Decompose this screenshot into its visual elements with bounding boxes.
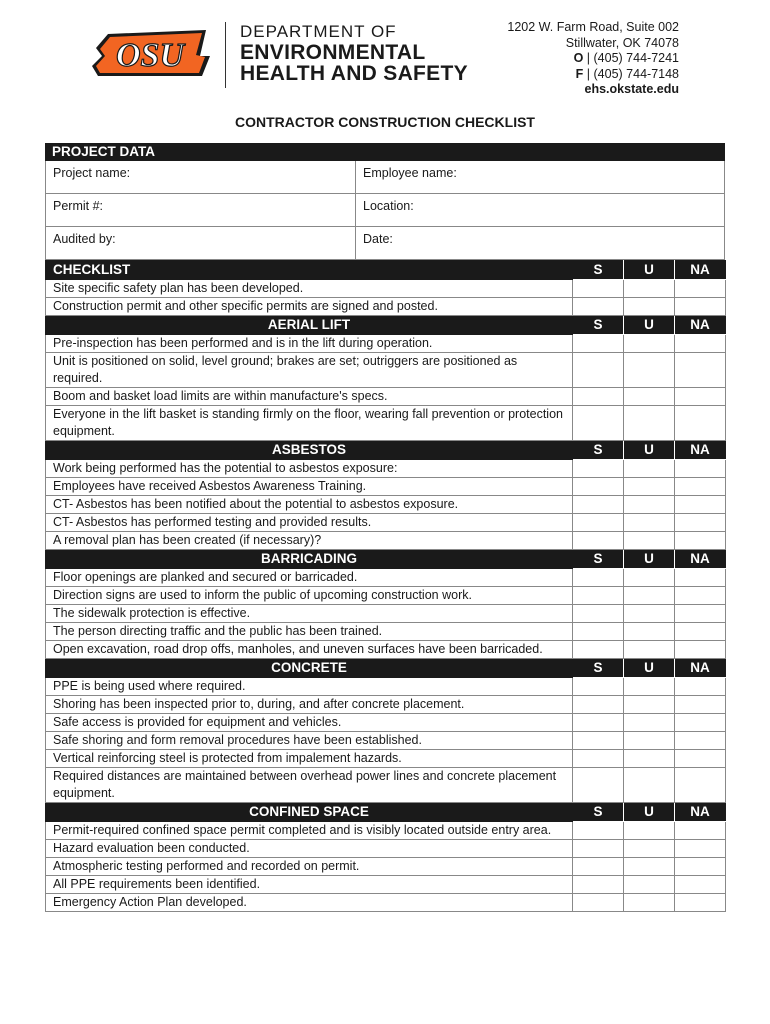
rating-box-s[interactable] — [573, 714, 624, 732]
logo-text: OSU — [115, 37, 185, 74]
rating-box-na[interactable] — [675, 532, 726, 550]
rating-header-na: NA — [675, 261, 726, 280]
rating-box-u[interactable] — [624, 840, 675, 858]
checklist-row — [46, 768, 726, 803]
rating-header-u: U — [624, 261, 675, 280]
office-phone: | (405) 744-7241 — [586, 51, 679, 66]
checklist-item: Work being performed has the potential to asbestos exposure: — [46, 460, 573, 478]
rating-box-s[interactable] — [573, 641, 624, 659]
rating-header-u: U — [624, 803, 675, 822]
rating-box-u[interactable] — [624, 822, 675, 840]
office-phone-line — [507, 51, 679, 67]
address-line2: Stillwater, OK 74078 — [565, 35, 679, 50]
rating-box-u[interactable] — [624, 335, 675, 353]
section-header-checklist — [46, 261, 726, 280]
rating-box-u[interactable] — [624, 406, 675, 441]
section-header-confined-space — [46, 803, 726, 822]
checklist-row — [46, 460, 726, 478]
checklist-row — [46, 496, 726, 514]
rating-box-s[interactable] — [573, 750, 624, 768]
rating-box-s[interactable] — [573, 478, 624, 496]
checklist-item: Floor openings are planked and secured or barricaded. — [46, 569, 573, 587]
rating-box-na[interactable] — [675, 714, 726, 732]
rating-box-s[interactable] — [573, 280, 624, 298]
checklist-row — [46, 388, 726, 406]
rating-header-s: S — [573, 261, 624, 280]
checklist-item: Safe shoring and form removal procedures have been established. — [46, 732, 573, 750]
rating-box-u[interactable] — [624, 714, 675, 732]
rating-box-na[interactable] — [675, 678, 726, 696]
address-line1: 1202 W. Farm Road, Suite 002 — [507, 20, 679, 34]
rating-box-na[interactable] — [675, 858, 726, 876]
rating-box-u[interactable] — [624, 623, 675, 641]
checklist-row — [46, 623, 726, 641]
checklist-row — [46, 696, 726, 714]
checklist-item: Permit-required confined space permit completed and is visibly located outside entry area. — [46, 822, 573, 840]
checklist-row — [46, 605, 726, 623]
checklist-item: Emergency Action Plan developed. — [46, 894, 573, 912]
rating-box-s[interactable] — [573, 894, 624, 912]
rating-box-s[interactable] — [573, 678, 624, 696]
checklist-item: All PPE requirements been identified. — [46, 876, 573, 894]
checklist-row — [46, 750, 726, 768]
rating-header-na: NA — [675, 659, 726, 678]
rating-box-na[interactable] — [675, 514, 726, 532]
checklist-item: Direction signs are used to inform the public of upcoming construction work. — [46, 587, 573, 605]
rating-box-s[interactable] — [573, 822, 624, 840]
checklist-row — [46, 406, 726, 441]
rating-box-u[interactable] — [624, 894, 675, 912]
checklist-row — [46, 587, 726, 605]
rating-box-s[interactable] — [573, 532, 624, 550]
fax-line — [507, 67, 679, 83]
project-data-row — [45, 227, 725, 260]
dept-line3: HEALTH AND SAFETY — [240, 62, 468, 85]
checklist-row — [46, 298, 726, 316]
project-data-row — [45, 161, 725, 194]
section-header-aerial-lift — [46, 316, 726, 335]
rating-box-u[interactable] — [624, 641, 675, 659]
rating-box-u[interactable] — [624, 696, 675, 714]
dept-line1: DEPARTMENT OF — [240, 22, 397, 41]
checklist-item: Employees have received Asbestos Awareness Training. — [46, 478, 573, 496]
checklist-row — [46, 569, 726, 587]
rating-box-na[interactable] — [675, 587, 726, 605]
checklist-row — [46, 858, 726, 876]
rating-box-u[interactable] — [624, 478, 675, 496]
checklist-item: The sidewalk protection is effective. — [46, 605, 573, 623]
rating-box-u[interactable] — [624, 876, 675, 894]
rating-box-na[interactable] — [675, 876, 726, 894]
checklist-row — [46, 822, 726, 840]
date-field[interactable]: Date: — [355, 227, 724, 259]
rating-box-s[interactable] — [573, 768, 624, 803]
rating-box-s[interactable] — [573, 623, 624, 641]
checklist-item: CT- Asbestos has performed testing and provided results. — [46, 514, 573, 532]
fax-label: F — [575, 66, 584, 81]
rating-box-u[interactable] — [624, 460, 675, 478]
checklist-item: Open excavation, road drop offs, manholes, and uneven surfaces have been barricaded. — [46, 641, 573, 659]
rating-box-u[interactable] — [624, 732, 675, 750]
rating-header-na: NA — [675, 316, 726, 335]
rating-header-s: S — [573, 803, 624, 822]
rating-box-s[interactable] — [573, 732, 624, 750]
rating-header-u: U — [624, 441, 675, 460]
rating-box-na[interactable] — [675, 750, 726, 768]
rating-box-na[interactable] — [675, 569, 726, 587]
checklist-item: Unit is positioned on solid, level ground; brakes are set; outriggers are positioned as required. — [46, 353, 573, 388]
contact-block — [507, 20, 679, 98]
rating-box-s[interactable] — [573, 876, 624, 894]
section-header-barricading — [46, 550, 726, 569]
rating-header-s: S — [573, 441, 624, 460]
rating-box-na[interactable] — [675, 768, 726, 803]
rating-box-s[interactable] — [573, 605, 624, 623]
rating-box-u[interactable] — [624, 768, 675, 803]
office-label: O — [573, 51, 584, 66]
checklist-item: Atmospheric testing performed and recorded on permit. — [46, 858, 573, 876]
rating-box-s[interactable] — [573, 298, 624, 316]
rating-box-u[interactable] — [624, 678, 675, 696]
section-title: AERIAL LIFT — [46, 316, 573, 335]
rating-header-na: NA — [675, 441, 726, 460]
checklist-item: Required distances are maintained between overhead power lines and concrete placement equipment. — [46, 768, 573, 803]
rating-box-s[interactable] — [573, 335, 624, 353]
rating-box-na[interactable] — [675, 840, 726, 858]
permit-field[interactable]: Permit #: — [53, 199, 104, 213]
rating-box-na[interactable] — [675, 335, 726, 353]
rating-box-s[interactable] — [573, 514, 624, 532]
checklist-item: Boom and basket load limits are within manufacture's specs. — [46, 388, 573, 406]
checklist-item: Hazard evaluation been conducted. — [46, 840, 573, 858]
rating-header-u: U — [624, 550, 675, 569]
rating-box-u[interactable] — [624, 496, 675, 514]
section-title: BARRICADING — [46, 550, 573, 569]
rating-box-u[interactable] — [624, 353, 675, 388]
document-title: CONTRACTOR CONSTRUCTION CHECKLIST — [235, 114, 535, 130]
rating-box-na[interactable] — [675, 641, 726, 659]
checklist-item: Pre-inspection has been performed and is in the lift during operation. — [46, 335, 573, 353]
rating-box-na[interactable] — [675, 696, 726, 714]
rating-box-na[interactable] — [675, 605, 726, 623]
section-title: CHECKLIST — [46, 261, 573, 280]
checklist-item: Everyone in the lift basket is standing firmly on the floor, wearing fall prevention or protection equipment. — [46, 406, 573, 441]
section-title: CONCRETE — [46, 659, 573, 678]
rating-box-na[interactable] — [675, 388, 726, 406]
rating-box-u[interactable] — [624, 605, 675, 623]
rating-box-na[interactable] — [675, 406, 726, 441]
section-header-asbestos — [46, 441, 726, 460]
rating-box-s[interactable] — [573, 587, 624, 605]
checklist-item: Safe access is provided for equipment and vehicles. — [46, 714, 573, 732]
rating-box-s[interactable] — [573, 840, 624, 858]
checklist-row — [46, 353, 726, 388]
checklist-row — [46, 514, 726, 532]
website[interactable]: ehs.okstate.edu — [584, 82, 679, 97]
department-name — [240, 22, 468, 84]
fax-phone: | (405) 744-7148 — [586, 66, 679, 81]
project-name-field[interactable]: Project name: — [53, 166, 131, 180]
rating-box-s[interactable] — [573, 388, 624, 406]
rating-header-na: NA — [675, 550, 726, 569]
audited-by-field[interactable]: Audited by: — [53, 232, 116, 246]
checklist-row — [46, 280, 726, 298]
location-field[interactable]: Location: — [355, 194, 724, 226]
checklist-row — [46, 478, 726, 496]
checklist-row — [46, 894, 726, 912]
rating-box-na[interactable] — [675, 460, 726, 478]
project-data-heading: PROJECT DATA — [45, 143, 725, 161]
rating-box-u[interactable] — [624, 298, 675, 316]
checklist-form — [45, 143, 725, 912]
rating-box-na[interactable] — [675, 280, 726, 298]
checklist-item: Construction permit and other specific permits are signed and posted. — [46, 298, 573, 316]
checklist-row — [46, 641, 726, 659]
rating-box-s[interactable] — [573, 460, 624, 478]
employee-name-field[interactable]: Employee name: — [355, 161, 724, 193]
checklist-row — [46, 714, 726, 732]
rating-box-u[interactable] — [624, 388, 675, 406]
rating-header-s: S — [573, 659, 624, 678]
checklist-item: The person directing traffic and the public has been trained. — [46, 623, 573, 641]
rating-box-s[interactable] — [573, 569, 624, 587]
checklist-row — [46, 876, 726, 894]
osu-logo — [90, 26, 214, 80]
checklist-table — [45, 260, 726, 912]
rating-box-na[interactable] — [675, 496, 726, 514]
rating-box-u[interactable] — [624, 532, 675, 550]
rating-box-u[interactable] — [624, 858, 675, 876]
rating-header-u: U — [624, 659, 675, 678]
checklist-row — [46, 335, 726, 353]
checklist-item: Shoring has been inspected prior to, during, and after concrete placement. — [46, 696, 573, 714]
rating-box-s[interactable] — [573, 696, 624, 714]
checklist-body — [46, 261, 726, 912]
rating-box-u[interactable] — [624, 569, 675, 587]
checklist-row — [46, 732, 726, 750]
project-data-row — [45, 194, 725, 227]
checklist-item: CT- Asbestos has been notified about the potential to asbestos exposure. — [46, 496, 573, 514]
rating-box-s[interactable] — [573, 496, 624, 514]
rating-box-na[interactable] — [675, 894, 726, 912]
rating-box-u[interactable] — [624, 587, 675, 605]
rating-header-u: U — [624, 316, 675, 335]
rating-box-na[interactable] — [675, 822, 726, 840]
checklist-row — [46, 678, 726, 696]
rating-box-s[interactable] — [573, 858, 624, 876]
rating-box-na[interactable] — [675, 298, 726, 316]
header-divider — [225, 22, 226, 88]
checklist-item: PPE is being used where required. — [46, 678, 573, 696]
checklist-item: Vertical reinforcing steel is protected from impalement hazards. — [46, 750, 573, 768]
rating-box-u[interactable] — [624, 750, 675, 768]
rating-box-na[interactable] — [675, 478, 726, 496]
rating-box-na[interactable] — [675, 353, 726, 388]
rating-header-s: S — [573, 316, 624, 335]
rating-header-s: S — [573, 550, 624, 569]
checklist-row — [46, 840, 726, 858]
dept-line2: ENVIRONMENTAL — [240, 41, 426, 64]
rating-box-s[interactable] — [573, 406, 624, 441]
section-title: ASBESTOS — [46, 441, 573, 460]
section-header-concrete — [46, 659, 726, 678]
checklist-item: A removal plan has been created (if necessary)? — [46, 532, 573, 550]
checklist-row — [46, 532, 726, 550]
rating-box-na[interactable] — [675, 623, 726, 641]
rating-box-na[interactable] — [675, 732, 726, 750]
section-title: CONFINED SPACE — [46, 803, 573, 822]
rating-header-na: NA — [675, 803, 726, 822]
rating-box-u[interactable] — [624, 514, 675, 532]
checklist-item: Site specific safety plan has been developed. — [46, 280, 573, 298]
rating-box-u[interactable] — [624, 280, 675, 298]
rating-box-s[interactable] — [573, 353, 624, 388]
